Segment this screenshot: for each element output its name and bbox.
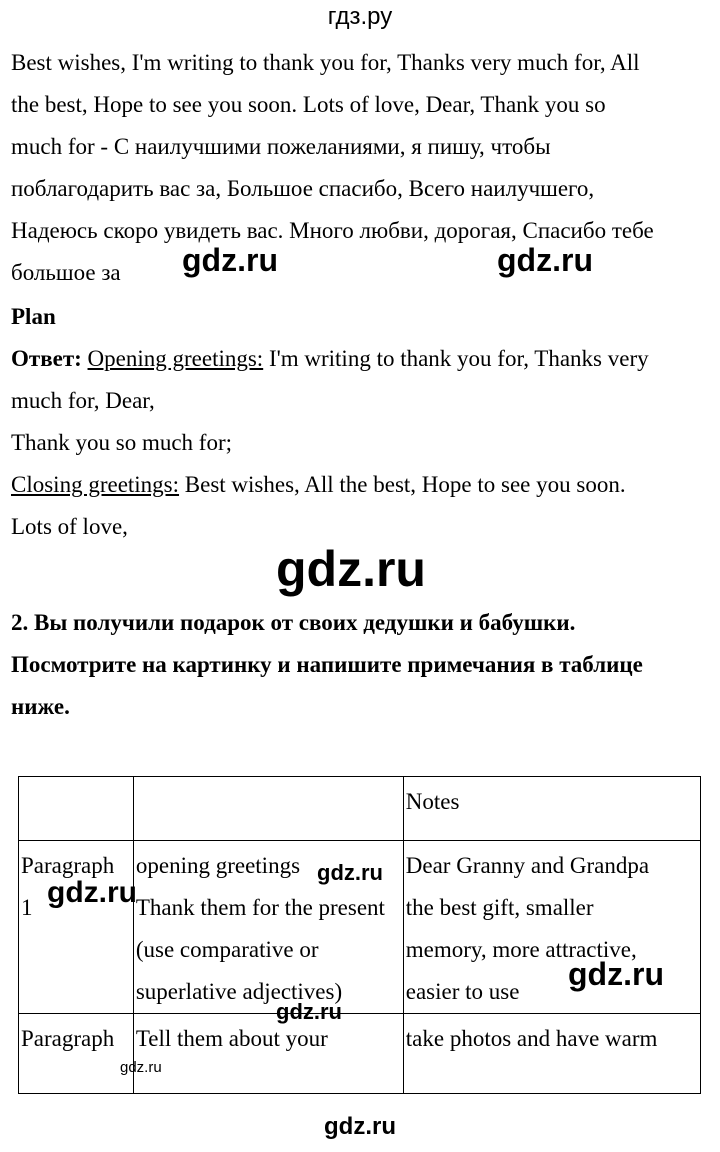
row1-col3: Dear Granny and Grandpa the best gift, smaller memory, more attractive, easier to use — [403, 841, 700, 1014]
intro-line-3 — [11, 132, 551, 162]
intro-line-1: Best wishes, I'm writing to thank you for, Thanks very much for, All — [11, 50, 640, 75]
task-line-1: 2. Вы получили подарок от своих дедушки и бабушки. — [11, 610, 576, 635]
watermark: gdz.ru — [47, 876, 137, 909]
closing-greetings-cont: Lots of love, — [11, 514, 128, 539]
plan-heading: Plan — [11, 304, 56, 329]
watermark: gdz.ru — [182, 242, 278, 278]
intro-line-2: the best, Hope to see you soon. Lots of love, Dear, Thank you so — [11, 92, 606, 117]
opening-greetings-label: Opening greetings: — [87, 346, 264, 371]
watermark: gdz.ru — [497, 242, 593, 278]
watermark: gdz.ru — [120, 1059, 162, 1076]
row2-col1: Paragraph — [19, 1014, 134, 1094]
opening-greetings-text: I'm writing to thank you for, Thanks very — [263, 346, 649, 371]
header-cell-notes: Notes — [403, 777, 700, 841]
header-cell-empty-1 — [19, 777, 134, 841]
opening-greetings-cont2: Thank you so much for; — [11, 430, 233, 455]
task-line-3: ниже. — [11, 694, 70, 719]
site-footer: gdz.ru — [324, 1113, 396, 1140]
closing-greetings-text: Best wishes, All the best, Hope to see you soon. — [179, 472, 626, 497]
row2-col3: take photos and have warm — [403, 1014, 700, 1094]
intro-line-6: большое за — [11, 260, 121, 285]
watermark: gdz.ru — [568, 956, 664, 992]
watermark: gdz.ru — [317, 860, 383, 885]
table-row — [19, 1014, 701, 1094]
answer-label: Ответ: — [11, 346, 82, 371]
closing-greetings-line — [11, 470, 626, 500]
intro-line-4: поблагодарить вас за, Большое спасибо, Всего наилучшего, — [11, 176, 595, 201]
watermark: gdz.ru — [276, 541, 426, 597]
site-header: гдз.ру — [327, 3, 393, 30]
intro-line-5: Надеюсь скоро увидеть вас. Много любви, дорогая, Спасибо тебе — [11, 218, 654, 243]
opening-greetings-cont: much for, Dear, — [11, 388, 155, 413]
answer-opening-line — [11, 344, 649, 374]
watermark: gdz.ru — [276, 999, 342, 1024]
notes-table — [18, 776, 701, 1094]
intro-line-3-text: С наилучшими пожеланиями, я пишу, чтобы — [113, 134, 551, 159]
intro-line-3-prefix: much for - — [11, 134, 114, 159]
row2-col2: Tell them about your — [133, 1014, 403, 1094]
row1-col1: Paragraph 1 — [19, 841, 134, 1014]
task-line-2: Посмотрите на картинку и напишите примечания в таблице — [11, 652, 643, 677]
row1-col2: opening greetings Thank them for the present (use comparative or superlative adjectives) — [133, 841, 403, 1014]
table-header-row — [19, 777, 701, 841]
closing-greetings-label: Closing greetings: — [11, 472, 180, 497]
header-cell-empty-2 — [133, 777, 403, 841]
